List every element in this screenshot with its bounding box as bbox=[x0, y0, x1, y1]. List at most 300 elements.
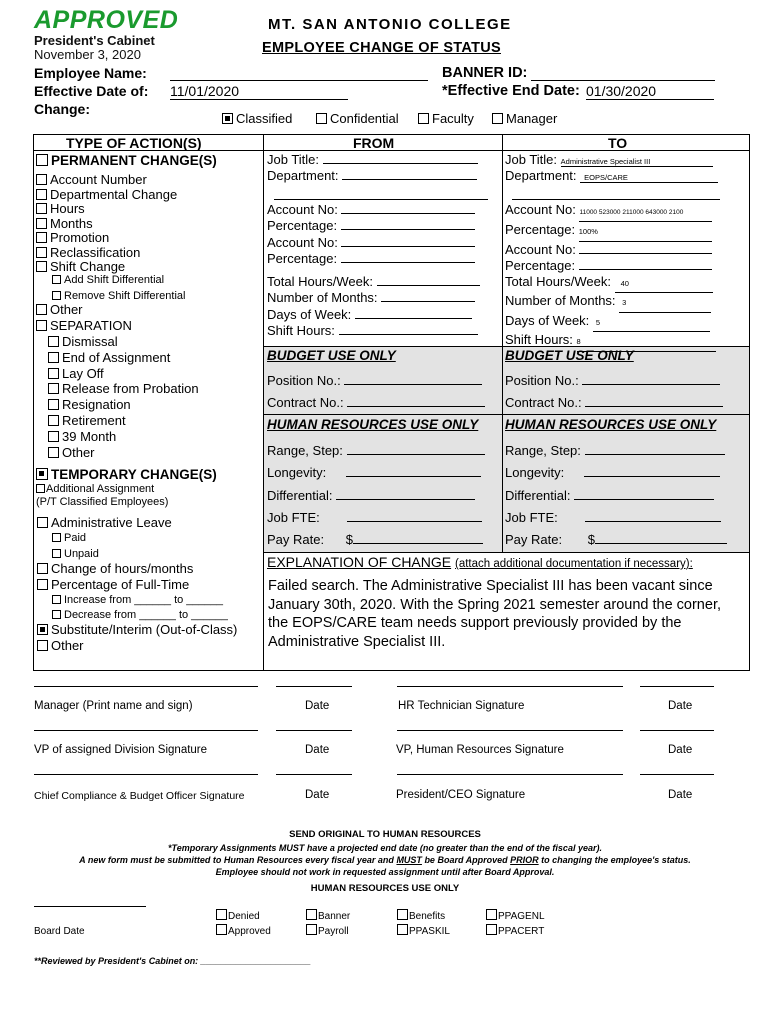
checkbox[interactable] bbox=[36, 189, 47, 200]
from-days-field[interactable] bbox=[355, 318, 472, 319]
to-percentage2-label: Percentage: bbox=[505, 258, 576, 274]
to-months-value: 3 bbox=[622, 298, 627, 308]
to-months-label: Number of Months: bbox=[505, 293, 616, 309]
checkbox[interactable] bbox=[36, 304, 47, 315]
to-position-field[interactable] bbox=[582, 384, 720, 385]
checkbox[interactable] bbox=[52, 610, 61, 619]
temporary-change[interactable] bbox=[36, 467, 217, 482]
to-account-value: 11000 523000 211000 643000 2100 bbox=[579, 209, 684, 216]
stamp-line2: November 3, 2020 bbox=[34, 47, 141, 62]
from-pay-label: Pay Rate: bbox=[267, 532, 325, 548]
from-department-label: Department: bbox=[267, 168, 339, 183]
from-shift-field[interactable] bbox=[339, 334, 478, 335]
category-manager[interactable] bbox=[492, 111, 557, 126]
change-hours[interactable] bbox=[37, 561, 193, 577]
from-account2-field[interactable] bbox=[341, 246, 475, 247]
payroll-label: Payroll bbox=[318, 926, 349, 937]
sep-item[interactable] bbox=[48, 413, 199, 429]
additional-label: Additional Assignment bbox=[46, 483, 155, 495]
approved-label: Approved bbox=[228, 926, 271, 937]
college-name: MT. SAN ANTONIO COLLEGE bbox=[268, 16, 512, 33]
stamp-word: APPROVED bbox=[34, 6, 179, 34]
checkbox[interactable] bbox=[37, 517, 48, 528]
from-range-field[interactable] bbox=[347, 454, 485, 455]
date-label: Date bbox=[668, 789, 693, 801]
board-date-line[interactable] bbox=[34, 906, 146, 907]
hr-use-only: HUMAN RESOURCES USE ONLY bbox=[310, 883, 460, 894]
to-department bbox=[505, 168, 718, 183]
denied-label: Denied bbox=[228, 911, 260, 922]
benefits-label: Benefits bbox=[409, 911, 446, 922]
hr-tech-sign-label: HR Technician Signature bbox=[398, 700, 525, 712]
manager-sign-label: Manager (Print name and sign) bbox=[34, 700, 193, 712]
hr-tech-sign-line[interactable] bbox=[397, 686, 623, 687]
to-differential-field[interactable] bbox=[574, 499, 714, 500]
denied-option[interactable] bbox=[216, 909, 271, 924]
to-shift-label: Shift Hours: bbox=[505, 332, 573, 348]
to-pay-field[interactable] bbox=[595, 543, 727, 544]
sep-item[interactable] bbox=[48, 445, 199, 461]
category-label: Classified bbox=[236, 111, 293, 126]
divider bbox=[263, 134, 264, 671]
checkbox[interactable] bbox=[52, 533, 61, 542]
checkbox-checked[interactable] bbox=[37, 624, 48, 635]
other-separation bbox=[36, 302, 132, 333]
explanation-text[interactable] bbox=[268, 577, 721, 651]
to-accounts bbox=[505, 202, 712, 275]
effective-end-label: *Effective End Date: bbox=[442, 83, 580, 99]
checkbox[interactable] bbox=[48, 368, 59, 379]
date-line[interactable] bbox=[640, 730, 714, 731]
effective-end-value: 01/30/2020 bbox=[586, 83, 657, 99]
checkbox-checked[interactable] bbox=[36, 468, 48, 480]
checkbox[interactable] bbox=[37, 563, 48, 574]
to-account-field[interactable] bbox=[579, 205, 712, 222]
increase[interactable] bbox=[52, 593, 228, 608]
checkbox[interactable] bbox=[36, 154, 48, 166]
from-percentage2-label: Percentage: bbox=[267, 251, 338, 267]
checkbox[interactable] bbox=[216, 924, 227, 935]
to-account2-label: Account No: bbox=[505, 241, 576, 257]
leave-paid[interactable] bbox=[52, 531, 99, 547]
checkbox[interactable] bbox=[216, 909, 227, 920]
to-hours-label: Total Hours/Week: bbox=[505, 274, 611, 289]
note-emphasis: PRIOR bbox=[510, 855, 539, 865]
from-job-title-field[interactable] bbox=[323, 163, 478, 164]
from-job-title bbox=[267, 152, 478, 167]
to-fte-label: Job FTE: bbox=[505, 509, 558, 525]
to-position-label: Position No.: bbox=[505, 373, 579, 388]
sep-item[interactable] bbox=[48, 397, 199, 413]
pct-sub bbox=[52, 593, 228, 623]
checkbox[interactable] bbox=[306, 909, 317, 920]
category-label: Confidential bbox=[330, 111, 399, 126]
checkbox[interactable] bbox=[52, 275, 61, 284]
from-days-label: Days of Week: bbox=[267, 306, 352, 322]
effective-date-field[interactable] bbox=[170, 83, 348, 100]
ppacert-label: PPACERT bbox=[498, 926, 545, 937]
separation-items bbox=[48, 334, 199, 460]
sep-item-label: Retirement bbox=[62, 412, 126, 428]
checkbox[interactable] bbox=[486, 924, 497, 935]
explanation-line: January 30th, 2020. With the Spring 2021 semester around the corner, bbox=[268, 596, 721, 613]
from-hours-field[interactable] bbox=[377, 285, 480, 286]
from-pay-field[interactable] bbox=[353, 543, 483, 544]
additional-assignment[interactable] bbox=[36, 483, 168, 509]
note-text: be Board Approved bbox=[421, 855, 511, 865]
to-contract-field[interactable] bbox=[585, 406, 723, 407]
from-contract-label: Contract No.: bbox=[267, 395, 344, 410]
date-line[interactable] bbox=[276, 774, 352, 775]
to-hr-title: HUMAN RESOURCES USE ONLY bbox=[505, 417, 717, 432]
ccbo-sign-line[interactable] bbox=[34, 774, 258, 775]
explanation-note: (attach additional documentation if necessary): bbox=[455, 558, 693, 570]
sep-item[interactable] bbox=[48, 334, 199, 350]
payroll-option[interactable] bbox=[306, 924, 350, 939]
temp-other-label: Other bbox=[51, 637, 84, 653]
from-account2-label: Account No: bbox=[267, 234, 338, 250]
to-longevity-label: Longevity: bbox=[505, 465, 565, 481]
sep-item-label: Dismissal bbox=[62, 334, 118, 349]
date-label: Date bbox=[305, 789, 330, 801]
ppaskil-option[interactable] bbox=[397, 924, 450, 939]
checkbox[interactable] bbox=[486, 909, 497, 920]
checkbox[interactable] bbox=[48, 383, 59, 394]
permanent-items bbox=[36, 173, 177, 275]
date-line[interactable] bbox=[276, 686, 352, 687]
category-label: Manager bbox=[506, 111, 558, 126]
from-hours bbox=[267, 274, 480, 340]
to-budget-fields bbox=[505, 370, 723, 414]
board-date-label: Board Date bbox=[34, 926, 85, 937]
vp-hr-sign-line[interactable] bbox=[397, 730, 623, 731]
to-account-label: Account No: bbox=[505, 202, 576, 217]
checkbox[interactable] bbox=[36, 203, 47, 214]
note-emphasis: MUST bbox=[396, 855, 422, 865]
perm-item-label: Reclassification bbox=[50, 244, 141, 260]
to-department-label: Department: bbox=[505, 168, 577, 183]
shift-sub-label: Add Shift Differential bbox=[64, 274, 165, 286]
from-dollar: $ bbox=[345, 532, 353, 548]
explanation-line: the EOPS/CARE team needs support previously provided by the bbox=[268, 615, 682, 631]
checkbox[interactable] bbox=[48, 447, 59, 458]
leave-unpaid[interactable] bbox=[52, 547, 99, 563]
checkbox[interactable] bbox=[37, 640, 48, 651]
to-days-field[interactable] bbox=[593, 315, 710, 332]
employee-name-label: Employee Name: bbox=[34, 65, 147, 81]
to-department-field[interactable] bbox=[580, 173, 718, 183]
permanent-change[interactable] bbox=[36, 153, 217, 168]
increase-label: Increase from ______ to ______ bbox=[64, 594, 224, 606]
stamp-line1: President's Cabinet bbox=[34, 33, 155, 48]
checkbox[interactable] bbox=[306, 924, 317, 935]
from-hours-label: Total Hours/Week: bbox=[267, 274, 373, 289]
to-range-field[interactable] bbox=[585, 454, 725, 455]
separation-label: SEPARATION bbox=[50, 317, 132, 333]
date-label: Date bbox=[305, 744, 330, 756]
benefits-option[interactable] bbox=[397, 909, 450, 924]
paid-label: Paid bbox=[64, 532, 87, 544]
ppagenl-option[interactable] bbox=[486, 909, 545, 924]
category-confidential[interactable] bbox=[316, 111, 399, 126]
perm-other[interactable] bbox=[36, 302, 132, 318]
checkbox[interactable] bbox=[36, 484, 45, 493]
pct-fulltime[interactable] bbox=[37, 577, 193, 593]
to-department-line2[interactable] bbox=[512, 199, 720, 200]
from-hr-title: HUMAN RESOURCES USE ONLY bbox=[267, 417, 479, 432]
to-differential-label: Differential: bbox=[505, 487, 571, 503]
to-range-label: Range, Step: bbox=[505, 443, 581, 458]
perm-item-label: Account Number bbox=[50, 172, 147, 187]
reviewed-by: **Reviewed by President's Cabinet on: ______________________ bbox=[34, 956, 311, 966]
from-job-title-label: Job Title: bbox=[267, 152, 320, 167]
hours-items bbox=[37, 561, 193, 592]
permanent-label: PERMANENT CHANGE(S) bbox=[51, 153, 217, 168]
to-months-field[interactable] bbox=[619, 295, 711, 312]
manager-sign-line[interactable] bbox=[34, 686, 258, 687]
explanation-line: Administrative Specialist III. bbox=[268, 633, 446, 650]
from-position-label: Position No.: bbox=[267, 373, 341, 388]
hr-check-col3 bbox=[397, 909, 450, 939]
footer-notes bbox=[0, 842, 770, 878]
date-label: Date bbox=[305, 700, 330, 712]
from-months-field[interactable] bbox=[381, 301, 475, 302]
hr-check-col4 bbox=[486, 909, 545, 939]
to-budget-title: BUDGET USE ONLY bbox=[505, 348, 634, 363]
vp-division-sign-line[interactable] bbox=[34, 730, 258, 731]
effective-date-value: 11/01/2020 bbox=[170, 83, 240, 99]
to-percentage-label: Percentage: bbox=[505, 222, 576, 238]
substitute-items bbox=[37, 622, 237, 653]
checkbox[interactable] bbox=[36, 218, 47, 229]
checkbox[interactable] bbox=[397, 924, 408, 935]
sep-item-label: Other bbox=[62, 444, 95, 460]
checkbox[interactable] bbox=[316, 113, 327, 124]
to-hours-field[interactable] bbox=[615, 276, 713, 293]
perm-item-label: Hours bbox=[50, 201, 85, 216]
checkbox[interactable] bbox=[36, 247, 47, 258]
from-differential-label: Differential: bbox=[267, 487, 333, 503]
from-accounts bbox=[267, 202, 475, 268]
to-hours-value: 40 bbox=[620, 279, 629, 288]
date-label: Date bbox=[668, 744, 693, 756]
substitute[interactable] bbox=[37, 622, 237, 638]
from-department bbox=[267, 168, 477, 183]
to-job-title bbox=[505, 152, 713, 167]
explanation-line: Failed search. The Administrative Specialist III has been vacant since bbox=[268, 578, 713, 594]
to-dollar: $ bbox=[587, 532, 595, 548]
from-percentage-label: Percentage: bbox=[267, 218, 338, 234]
date-line[interactable] bbox=[640, 774, 714, 775]
checkbox[interactable] bbox=[36, 261, 47, 272]
from-account-label: Account No: bbox=[267, 202, 338, 217]
president-label: President/CEO Signature bbox=[396, 789, 526, 801]
from-months-label: Number of Months: bbox=[267, 290, 378, 306]
to-job-title-field[interactable] bbox=[561, 157, 713, 167]
checkbox[interactable] bbox=[397, 909, 408, 920]
shift-sub-item[interactable] bbox=[52, 273, 185, 289]
from-department-field[interactable] bbox=[342, 179, 477, 180]
to-percentage-field[interactable] bbox=[579, 224, 712, 241]
temp-other[interactable] bbox=[37, 638, 237, 654]
date-line[interactable] bbox=[276, 730, 352, 731]
sep-item-label: 39 Month bbox=[62, 428, 117, 444]
footer-note bbox=[0, 854, 770, 866]
explanation-title: EXPLANATION OF CHANGE bbox=[267, 554, 452, 570]
to-contract-label: Contract No.: bbox=[505, 395, 582, 410]
perm-item[interactable] bbox=[36, 246, 177, 261]
to-days-label: Days of Week: bbox=[505, 312, 590, 328]
checkbox[interactable] bbox=[36, 320, 47, 331]
perm-item[interactable] bbox=[36, 217, 177, 232]
decrease[interactable] bbox=[52, 608, 228, 623]
from-fte-field[interactable] bbox=[347, 521, 482, 522]
vp-hr-label: VP, Human Resources Signature bbox=[396, 744, 564, 756]
col-from: FROM bbox=[353, 135, 395, 151]
from-account-field[interactable] bbox=[341, 213, 475, 214]
unpaid-label: Unpaid bbox=[64, 547, 99, 560]
checkbox[interactable] bbox=[492, 113, 503, 124]
ppaskil-label: PPASKIL bbox=[409, 926, 450, 937]
change-hours-label: Change of hours/months bbox=[51, 561, 194, 576]
from-budget-title: BUDGET USE ONLY bbox=[267, 348, 396, 363]
category-faculty[interactable] bbox=[418, 111, 474, 126]
col-to: TO bbox=[608, 135, 628, 151]
from-contract-field[interactable] bbox=[347, 406, 485, 407]
divider bbox=[502, 134, 503, 552]
sep-item[interactable] bbox=[48, 429, 199, 445]
admin-leave[interactable] bbox=[37, 515, 172, 530]
sep-item[interactable] bbox=[48, 350, 199, 366]
banner-label: Banner bbox=[318, 911, 351, 922]
to-job-title-value: Administrative Specialist III bbox=[560, 157, 651, 166]
to-fte-field[interactable] bbox=[585, 521, 721, 522]
to-percentage2-field[interactable] bbox=[579, 269, 712, 270]
checkbox[interactable] bbox=[36, 232, 47, 243]
sep-item-label: End of Assignment bbox=[62, 349, 171, 365]
leave-sub bbox=[52, 531, 99, 562]
sep-item-label: Release from Probation bbox=[62, 381, 199, 397]
sep-item-label: Resignation bbox=[62, 397, 131, 413]
from-longevity-label: Longevity: bbox=[267, 465, 327, 481]
perm-item[interactable] bbox=[36, 173, 177, 188]
from-department-line2[interactable] bbox=[274, 199, 488, 200]
checkbox-checked[interactable] bbox=[222, 113, 233, 124]
footer-note: Employee should not work in requested assignment until after Board Approval. bbox=[215, 867, 555, 877]
banner-id-label: BANNER ID: bbox=[442, 65, 528, 81]
send-original: SEND ORIGINAL TO HUMAN RESOURCES bbox=[289, 829, 481, 840]
category-classified[interactable] bbox=[222, 111, 292, 126]
from-longevity-field[interactable] bbox=[346, 476, 481, 477]
decrease-label: Decrease from ______ to ______ bbox=[64, 609, 228, 621]
checkbox[interactable] bbox=[52, 595, 61, 604]
checkbox[interactable] bbox=[48, 399, 59, 410]
from-hr-fields bbox=[267, 440, 485, 551]
note-text: to changing the employee's status. bbox=[538, 855, 691, 865]
checkbox[interactable] bbox=[48, 352, 59, 363]
checkbox[interactable] bbox=[52, 549, 61, 558]
banner-id-field[interactable] bbox=[531, 80, 715, 81]
sep-item[interactable] bbox=[48, 366, 199, 382]
checkbox[interactable] bbox=[48, 415, 59, 426]
approved-option[interactable] bbox=[216, 924, 271, 939]
footer-note: *Temporary Assignments MUST have a projected end date (no greater than the end of the fiscal year). bbox=[168, 843, 602, 853]
additional-sub-label: (P/T Classified Employees) bbox=[36, 496, 169, 508]
to-department-value: EOPS/CARE bbox=[584, 173, 628, 182]
date-label: Date bbox=[668, 700, 693, 712]
perm-item-label: Promotion bbox=[50, 230, 110, 245]
from-percentage-field[interactable] bbox=[341, 229, 475, 230]
admin-leave-label: Administrative Leave bbox=[51, 515, 172, 530]
from-percentage2-field[interactable] bbox=[341, 262, 475, 263]
explanation-heading bbox=[267, 554, 693, 570]
temporary-label: TEMPORARY CHANGE(S) bbox=[51, 467, 217, 482]
from-fte-label: Job FTE: bbox=[267, 509, 320, 525]
perm-item[interactable] bbox=[36, 188, 177, 203]
ppacert-option[interactable] bbox=[486, 924, 545, 939]
to-longevity-field[interactable] bbox=[584, 476, 720, 477]
sep-item[interactable] bbox=[48, 381, 199, 397]
effective-date-label: Effective Date of: bbox=[34, 83, 149, 99]
perm-item-label: Departmental Change bbox=[50, 186, 178, 202]
divider bbox=[264, 552, 750, 553]
to-job-title-label: Job Title: bbox=[505, 152, 558, 167]
approved-stamp bbox=[34, 6, 184, 62]
vp-division-label: VP of assigned Division Signature bbox=[34, 744, 208, 756]
banner-option[interactable] bbox=[306, 909, 350, 924]
separation[interactable] bbox=[36, 318, 132, 334]
pct-fulltime-label: Percentage of Full-Time bbox=[51, 576, 190, 592]
category-label: Faculty bbox=[432, 111, 474, 126]
ccbo-label: Chief Compliance & Budget Officer Signature bbox=[34, 790, 245, 802]
from-position-field[interactable] bbox=[344, 384, 482, 385]
checkbox[interactable] bbox=[52, 291, 61, 300]
perm-item-label: Months bbox=[50, 215, 93, 231]
change-label: Change: bbox=[34, 101, 90, 117]
sep-item-label: Lay Off bbox=[62, 365, 104, 381]
checkbox[interactable] bbox=[48, 431, 59, 442]
president-sign-line[interactable] bbox=[397, 774, 623, 775]
from-differential-field[interactable] bbox=[336, 499, 475, 500]
ppagenl-label: PPAGENL bbox=[498, 911, 545, 922]
substitute-label: Substitute/Interim (Out-of-Class) bbox=[51, 622, 238, 637]
to-pay-label: Pay Rate: bbox=[505, 532, 563, 548]
perm-item[interactable] bbox=[36, 202, 177, 217]
checkbox[interactable] bbox=[37, 579, 48, 590]
to-hr-fields bbox=[505, 440, 727, 551]
note-text: A new form must be submitted to Human Resources every fiscal year and bbox=[79, 855, 397, 865]
perm-item[interactable] bbox=[36, 231, 177, 246]
perm-other-label: Other bbox=[50, 302, 83, 317]
checkbox[interactable] bbox=[418, 113, 429, 124]
effective-end-field[interactable] bbox=[586, 83, 714, 100]
checkbox[interactable] bbox=[36, 174, 47, 185]
checkbox[interactable] bbox=[48, 336, 59, 347]
from-shift-label: Shift Hours: bbox=[267, 323, 335, 339]
from-range-label: Range, Step: bbox=[267, 443, 343, 458]
to-account2-field[interactable] bbox=[579, 253, 712, 254]
date-line[interactable] bbox=[640, 686, 714, 687]
hr-check-col1 bbox=[216, 909, 271, 939]
col-type: TYPE OF ACTION(S) bbox=[66, 135, 202, 151]
from-budget-fields bbox=[267, 370, 485, 414]
to-percentage-value: 100% bbox=[578, 227, 598, 237]
form-title: EMPLOYEE CHANGE OF STATUS bbox=[262, 40, 501, 56]
perm-item-label: Shift Change bbox=[50, 259, 126, 274]
shift-sub-items bbox=[52, 273, 185, 304]
to-shift-value: 8 bbox=[576, 337, 581, 347]
employee-name-field[interactable] bbox=[170, 80, 428, 81]
